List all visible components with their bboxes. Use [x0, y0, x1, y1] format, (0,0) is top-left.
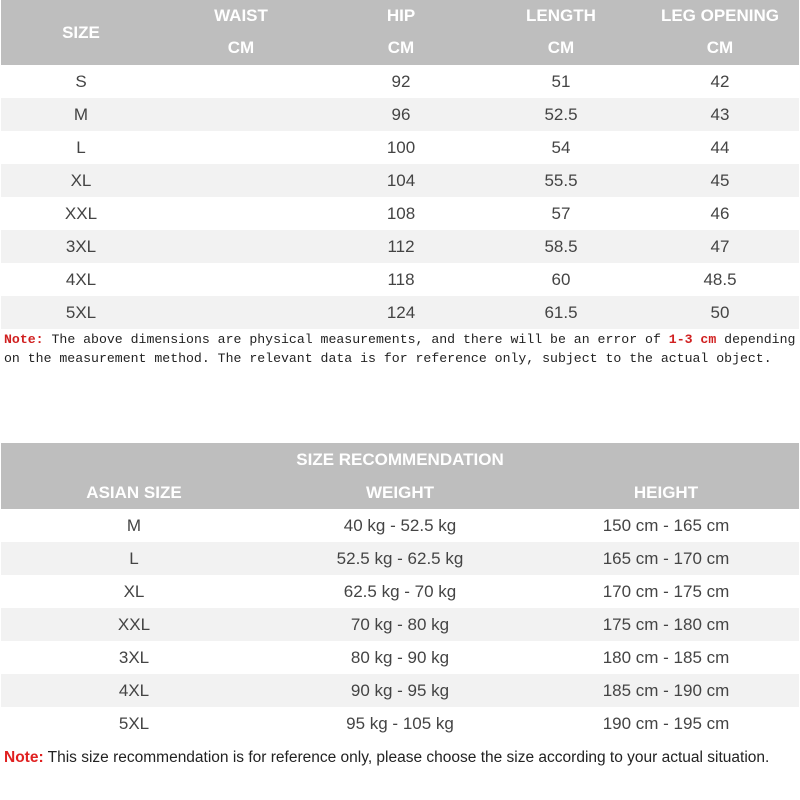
cell-height: 165 cm - 170 cm: [602, 548, 730, 568]
cell-leg-opening: 48.5: [703, 269, 737, 289]
size-chart-header-row: [1, 0, 799, 31]
cell-size: 4XL: [118, 680, 150, 700]
cell-hip: 112: [387, 236, 415, 256]
cell-leg-opening: 44: [710, 137, 730, 157]
cell-hip: 108: [386, 203, 416, 223]
cell-height: 175 cm - 180 cm: [602, 614, 730, 634]
cell-size: 4XL: [65, 269, 97, 289]
cell-leg-opening: 50: [710, 302, 730, 322]
cell-leg-opening: 42: [710, 71, 730, 91]
cell-size: M: [126, 515, 142, 535]
cell-waist: [161, 164, 321, 197]
cell-length: 54: [551, 137, 571, 157]
note-text-before: The above dimensions are physical measurements, and there will be an error of: [43, 332, 669, 347]
cell-waist: [161, 65, 321, 98]
cell-weight: 70 kg - 80 kg: [350, 614, 450, 634]
cell-waist: [161, 296, 321, 329]
table-row: [1, 509, 799, 542]
cell-hip: 100: [386, 137, 416, 157]
recommendation-title-row: [1, 443, 799, 476]
table-row: [1, 641, 799, 674]
header-leg-opening-unit: CM: [706, 38, 734, 57]
table-row: [1, 263, 799, 296]
cell-size: S: [75, 71, 87, 91]
note-text: This size recommendation is for reference only, please choose the size according to your actual situation.: [43, 749, 770, 766]
measurement-note: [4, 331, 799, 368]
size-chart-table: [1, 0, 799, 329]
cell-hip: 96: [391, 104, 411, 124]
cell-length: 51: [551, 71, 571, 91]
cell-leg-opening: 43: [710, 104, 730, 124]
table-row: [1, 98, 799, 131]
note-error-range: 1-3 cm: [668, 332, 717, 347]
table-row: [1, 131, 799, 164]
header-height: HEIGHT: [633, 482, 699, 502]
cell-size: XXL: [64, 203, 98, 223]
cell-length: 58.5: [544, 236, 578, 256]
cell-hip: 104: [386, 170, 416, 190]
cell-weight: 80 kg - 90 kg: [350, 647, 450, 667]
header-waist: WAIST: [214, 5, 268, 25]
cell-length: 52.5: [544, 104, 578, 124]
cell-height: 180 cm - 185 cm: [602, 647, 730, 667]
table-row: [1, 575, 799, 608]
table-row: [1, 674, 799, 707]
header-length: LENGTH: [526, 5, 596, 25]
cell-weight: 40 kg - 52.5 kg: [343, 515, 457, 535]
recommendation-header-row: [1, 476, 799, 509]
cell-size: M: [73, 104, 89, 124]
cell-size: 5XL: [65, 302, 97, 322]
cell-leg-opening: 45: [710, 170, 730, 190]
table-row: [1, 230, 799, 263]
cell-size: XL: [123, 581, 145, 601]
cell-size: XL: [70, 170, 92, 190]
cell-height: 150 cm - 165 cm: [602, 515, 730, 535]
header-length-unit: CM: [547, 38, 575, 57]
header-asian-size: ASIAN SIZE: [86, 482, 182, 502]
header-waist-unit: CM: [227, 38, 255, 57]
cell-waist: [161, 98, 321, 131]
note-label: Note:: [4, 749, 44, 766]
cell-hip: 118: [387, 269, 415, 289]
cell-height: 170 cm - 175 cm: [602, 581, 730, 601]
cell-waist: [161, 230, 321, 263]
cell-size: 3XL: [118, 647, 150, 667]
cell-weight: 62.5 kg - 70 kg: [343, 581, 457, 601]
cell-length: 55.5: [544, 170, 578, 190]
cell-length: 60: [551, 269, 571, 289]
recommendation-title: SIZE RECOMMENDATION: [296, 449, 504, 469]
header-weight: WEIGHT: [366, 482, 434, 502]
note-text-after: depending on the measurement method. The relevant data is for reference only, subject to the actual object.: [4, 332, 796, 366]
table-row: [1, 164, 799, 197]
table-row: [1, 65, 799, 98]
table-row: [1, 197, 799, 230]
table-row: [1, 296, 799, 329]
cell-size: L: [129, 548, 139, 568]
cell-leg-opening: 47: [710, 236, 730, 256]
table-row: [1, 707, 799, 740]
cell-hip: 92: [391, 71, 411, 91]
cell-waist: [161, 197, 321, 230]
size-recommendation-table: [1, 443, 799, 740]
recommendation-note: [4, 747, 794, 769]
cell-waist: [161, 263, 321, 296]
note-label: Note:: [4, 332, 44, 347]
cell-hip: 124: [386, 302, 416, 322]
cell-length: 57: [551, 203, 571, 223]
cell-weight: 90 kg - 95 kg: [350, 680, 450, 700]
cell-height: 190 cm - 195 cm: [602, 713, 730, 733]
table-row: [1, 608, 799, 641]
cell-size: 3XL: [65, 236, 97, 256]
header-size: SIZE: [62, 22, 100, 42]
table-row: [1, 542, 799, 575]
cell-size: XXL: [117, 614, 151, 634]
cell-waist: [161, 131, 321, 164]
cell-weight: 52.5 kg - 62.5 kg: [336, 548, 464, 568]
cell-length: 61.5: [544, 302, 578, 322]
header-leg-opening: LEG OPENING: [660, 5, 780, 25]
cell-size: 5XL: [118, 713, 150, 733]
cell-weight: 95 kg - 105 kg: [346, 713, 454, 733]
cell-size: L: [76, 137, 86, 157]
header-hip: HIP: [386, 5, 416, 25]
cell-height: 185 cm - 190 cm: [602, 680, 730, 700]
cell-leg-opening: 46: [710, 203, 730, 223]
header-hip-unit: CM: [387, 38, 415, 57]
